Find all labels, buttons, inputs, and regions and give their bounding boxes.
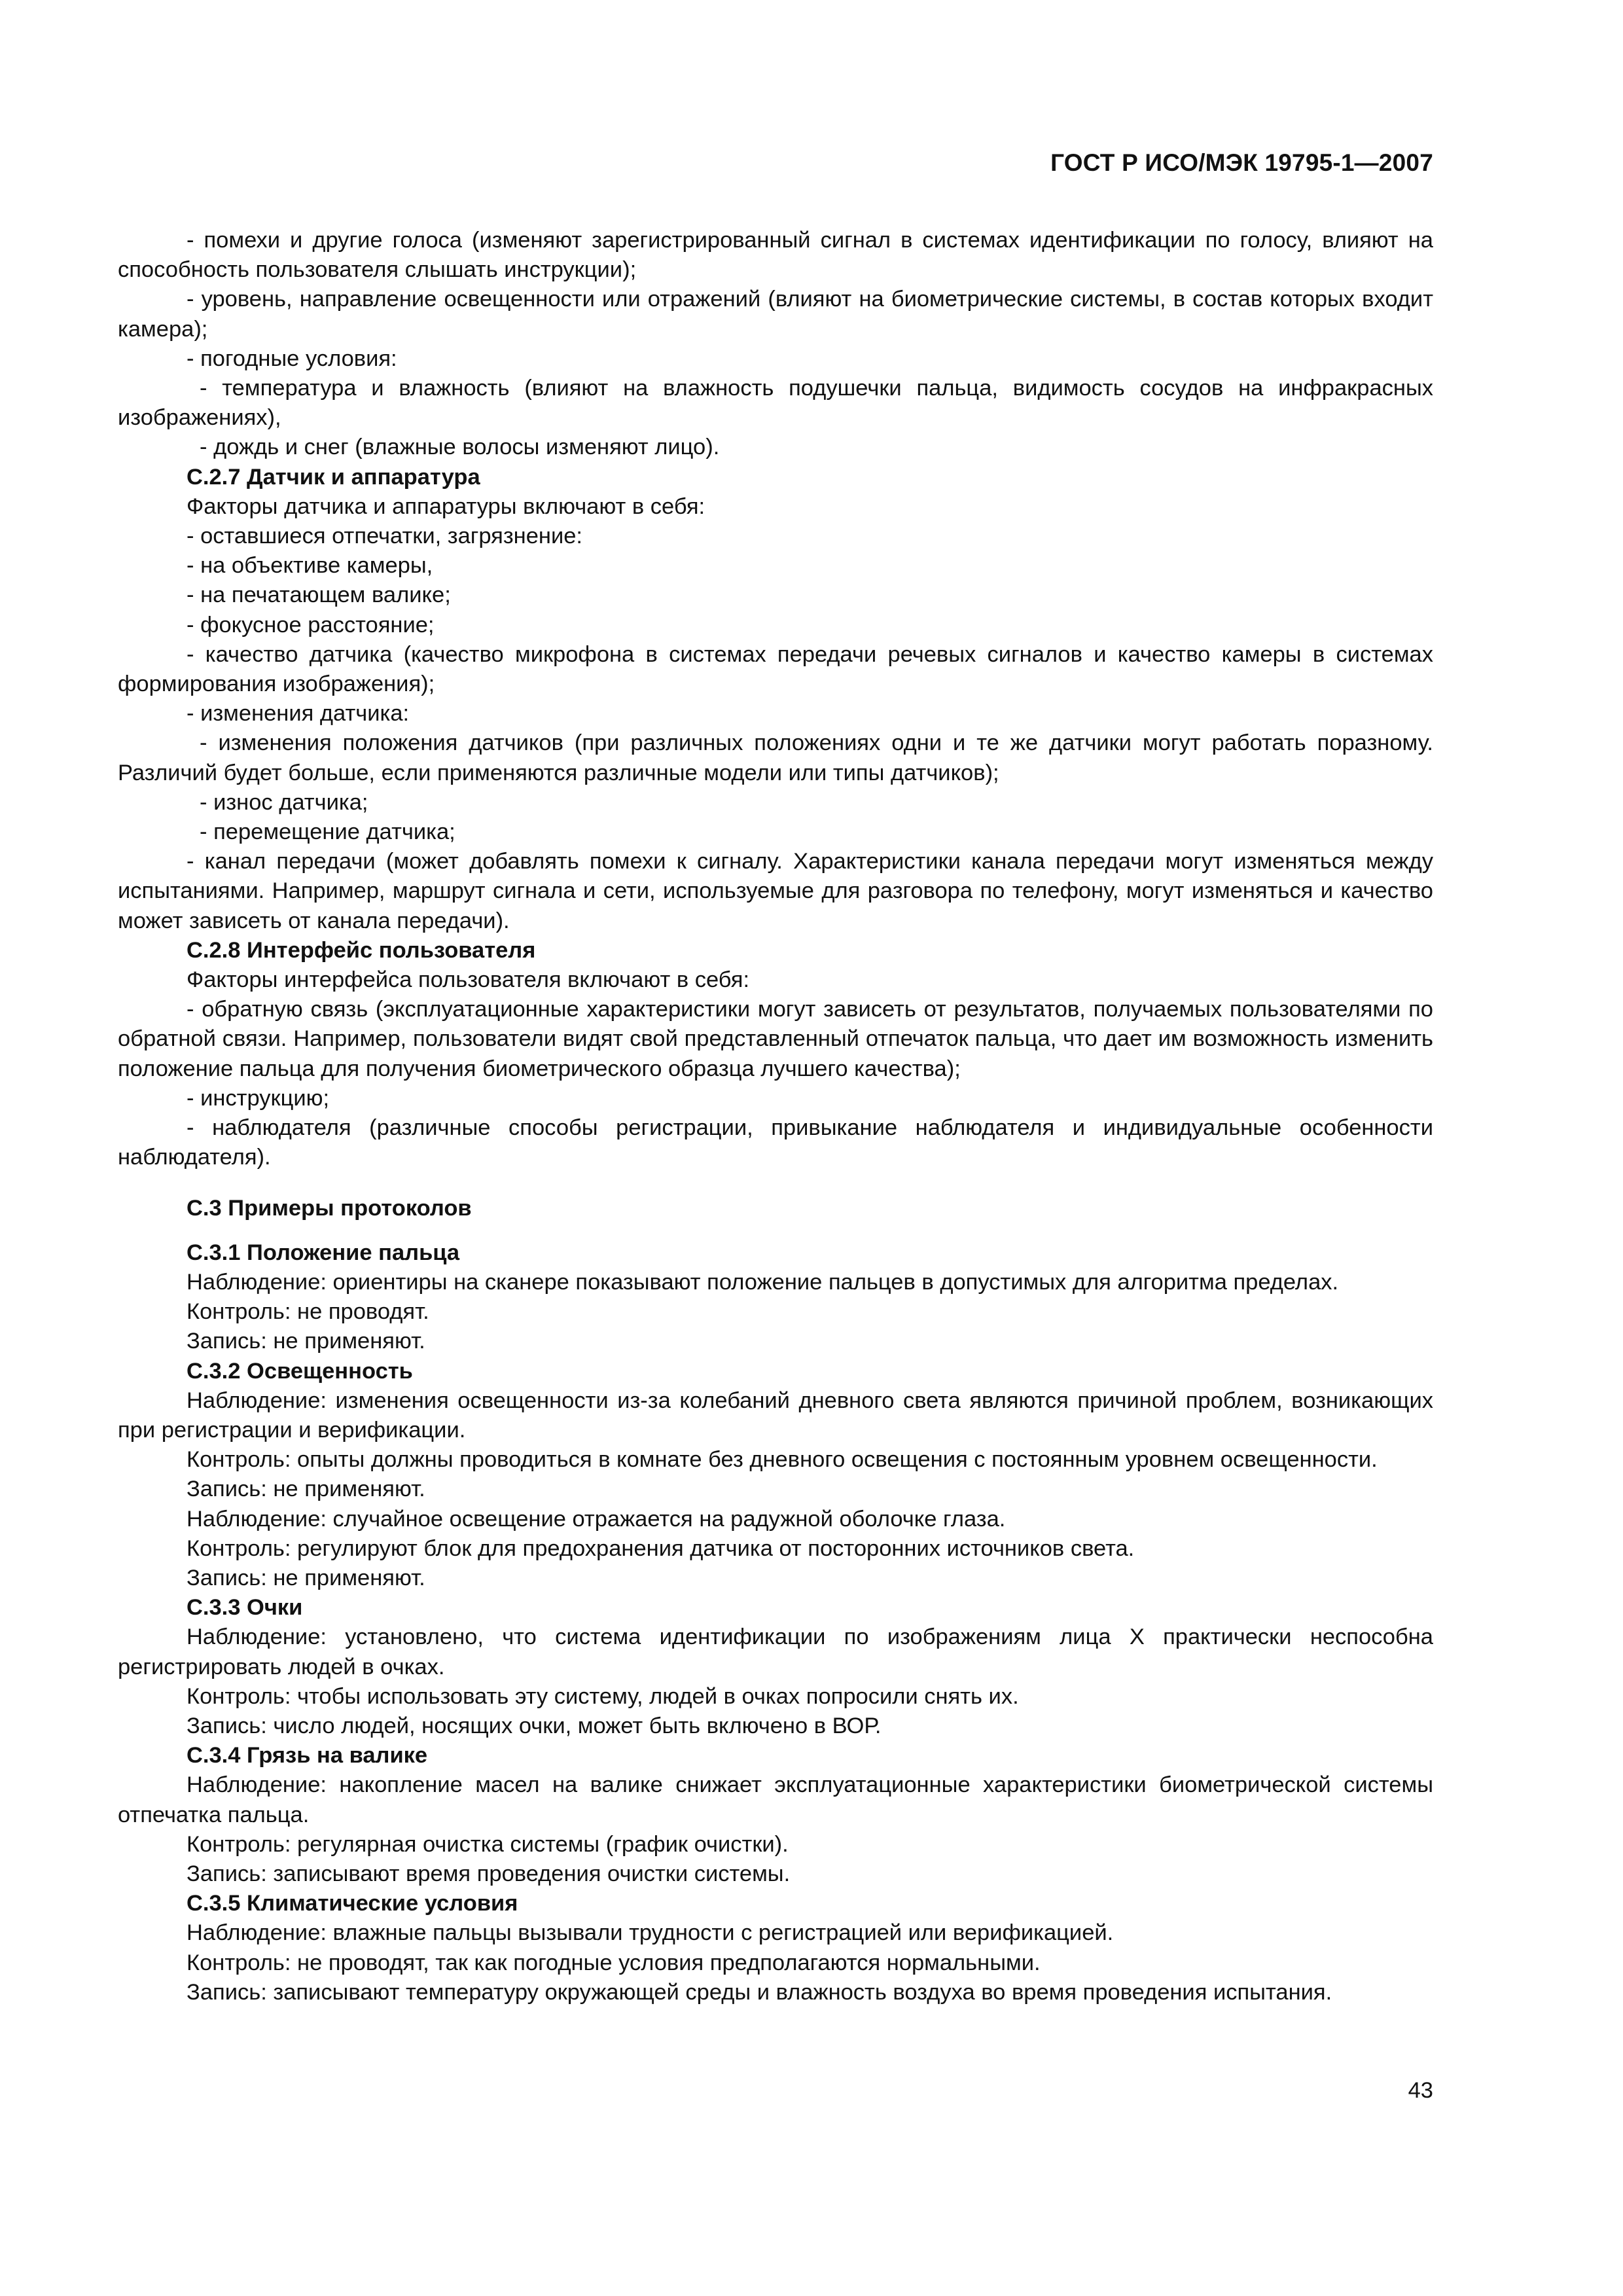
paragraph: - фокусное расстояние; [187,612,435,637]
paragraph: Контроль: чтобы использовать эту систему, людей в очках попросили снять их. [187,1683,1019,1709]
paragraph: - качество датчика (качество микрофона в системах передачи речевых сигналов и качество камеры в системах формирования изображения); [118,641,1433,697]
sub-list-item: - перемещение датчика; [200,819,455,845]
paragraph: Контроль: опыты должны проводиться в комнате без дневного освещения с постоянным уровнем освещенности. [187,1447,1378,1473]
page-number: 43 [1408,2078,1433,2103]
section-heading: С.3.3 Очки [187,1595,303,1621]
sub-list-item: - температура и влажность (влияют на влажность подушечки пальца, видимость сосудов на инфракрасных изображениях), [118,376,1433,431]
paragraph: Факторы датчика и аппаратуры включают в себя: [187,493,705,519]
paragraph: Запись: не применяют. [187,1477,425,1502]
section-heading: С.3.2 Освещенность [187,1358,413,1384]
paragraph: Контроль: не проводят, так как погодные условия предполагаются нормальными. [187,1950,1041,1975]
paragraph: Запись: записывают время проведения очистки системы. [187,1861,791,1886]
paragraph: - канал передачи (может добавлять помехи к сигналу. Характеристики канала передачи могут изменяться между испытаниями. Например, маршрут сигнала и сети, используемые для разговора по телефону, могут изменяться и качество может зависеть от канала передачи). [118,849,1433,933]
paragraph: Контроль: регулярная очистка системы (график очистки). [187,1831,789,1857]
paragraph: Наблюдение: установлено, что система идентификации по изображениям лица X практически неспособна регистрировать людей в очках. [118,1624,1433,1679]
paragraph: - помехи и другие голоса (изменяют зарегистрированный сигнал в системах идентификации по голосу, влияют на способность пользователя слышать инструкции); [118,228,1433,283]
document-body [118,226,1433,2007]
section-heading: С.3 Примеры протоколов [187,1195,472,1221]
paragraph: Контроль: регулируют блок для предохранения датчика от посторонних источников света. [187,1535,1135,1561]
paragraph: - инструкцию; [187,1085,330,1111]
paragraph: - наблюдателя (различные способы регистрации, привыкание наблюдателя и индивидуальные особенности наблюдателя). [118,1115,1433,1170]
sub-list-item: - дождь и снег (влажные волосы изменяют лицо). [200,435,720,460]
paragraph: Факторы интерфейса пользователя включают в себя: [187,967,750,993]
paragraph: - обратную связь (эксплуатационные характеристики могут зависеть от результатов, получаемых пользователями по обратной связи. Например, пользователи видят свой представленный отпечаток пальца, что дает им возможность изменить положение пальца для получения биометрического образца лучшего качества); [118,997,1433,1081]
paragraph: - изменения датчика: [187,701,410,726]
sub-list-item: - износ датчика; [200,789,368,815]
paragraph: Наблюдение: влажные пальцы вызывали трудности с регистрацией или верификацией. [187,1920,1114,1946]
section-heading: С.3.4 Грязь на валике [187,1743,428,1768]
section-heading: С.3.5 Климатические условия [187,1891,518,1916]
paragraph: - на объективе камеры, [187,553,433,579]
paragraph: - на печатающем валике; [187,583,451,608]
sub-list-item: - изменения положения датчиков (при различных положениях одни и те же датчики могут работать поразному. Различий будет больше, если применяются различные модели или типы датчиков); [118,730,1433,785]
paragraph: Наблюдение: ориентиры на сканере показывают положение пальцев в допустимых для алгоритма пределах. [187,1269,1339,1295]
paragraph: Наблюдение: случайное освещение отражается на радужной оболочке глаза. [187,1506,1006,1532]
paragraph: Наблюдение: изменения освещенности из-за колебаний дневного света являются причиной проблем, возникающих при регистрации и верификации. [118,1388,1433,1443]
paragraph: Запись: число людей, носящих очки, может быть включено в ВОР. [187,1713,882,1738]
paragraph: - погодные условия: [187,346,397,371]
paragraph: Контроль: не проводят. [187,1299,429,1325]
section-heading: С.2.8 Интерфейс пользователя [187,937,536,963]
section-heading: С.2.7 Датчик и аппаратура [187,464,480,490]
paragraph: Наблюдение: накопление масел на валике снижает эксплуатационные характеристики биометрической системы отпечатка пальца. [118,1772,1433,1827]
paragraph: Запись: не применяют. [187,1565,425,1590]
paragraph: Запись: не применяют. [187,1329,425,1354]
paragraph: Запись: записывают температуру окружающей среды и влажность воздуха во время проведения испытания. [187,1979,1332,2005]
section-heading: С.3.1 Положение пальца [187,1240,460,1265]
document-header: ГОСТ Р ИСО/МЭК 19795-1—2007 [1050,149,1433,176]
paragraph: - уровень, направление освещенности или отражений (влияют на биометрические системы, в состав которых входит камера); [118,287,1433,342]
paragraph: - оставшиеся отпечатки, загрязнение: [187,524,583,549]
